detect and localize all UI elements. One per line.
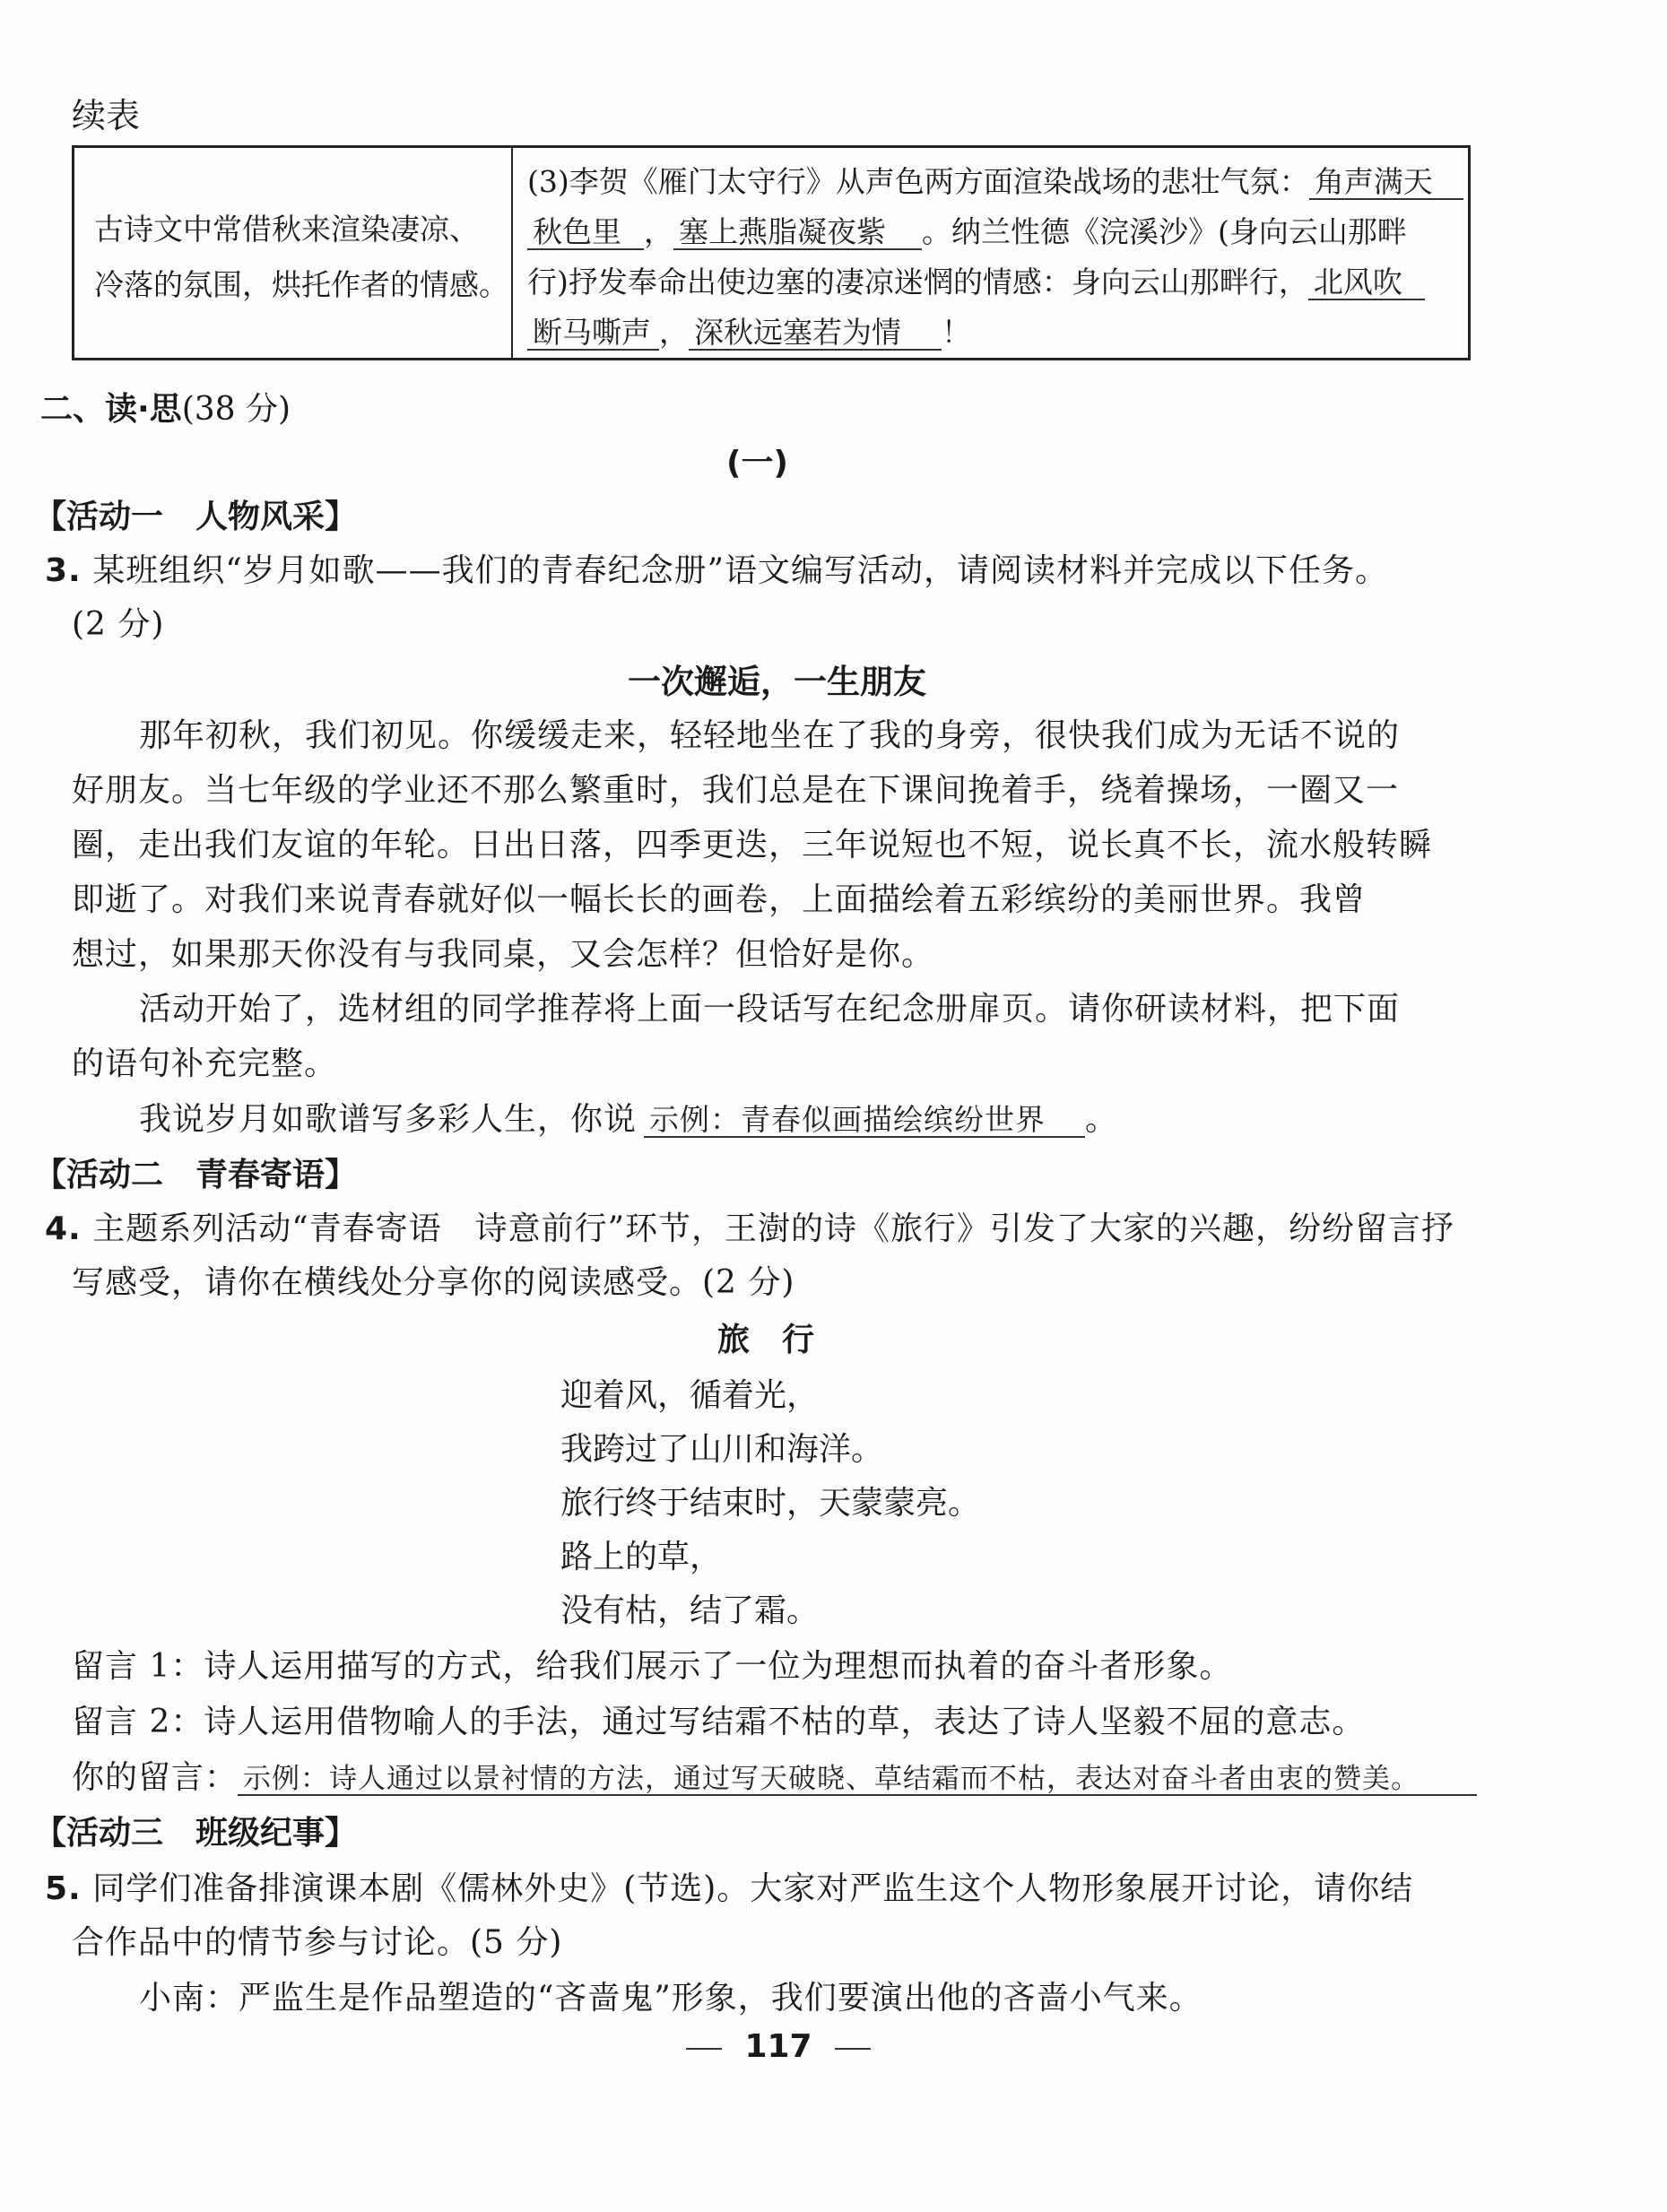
question-3-score: (2 分)	[72, 606, 165, 643]
task-line: 活动开始了，选材组的同学推荐将上面一段话写在纪念册扉页。请你研读材料，把下面	[139, 991, 1401, 1028]
fill-in-answer: 示例：青春似画描绘缤纷世界	[644, 1105, 1085, 1138]
your-comment-line: 你的留言： 示例：诗人通过以景衬情的方法，通过写天破晓、草结霜而不枯，表达对奋斗者由衷的赞美。	[72, 1752, 1477, 1798]
poem-line: 旅行终于结束时，天蒙蒙亮。	[560, 1485, 981, 1522]
passage-line: 圈，走出我们友谊的年轮。日出日落，四季更迭，三年说短也不短，说长真不长，流水般转瞬	[72, 827, 1433, 863]
table-left-line: 冷落的氛围，烘托作者的情感。	[94, 267, 508, 302]
table-right-cell	[527, 157, 1463, 358]
activity-1-heading: 【活动一 人物风采】	[34, 499, 358, 535]
fill-in-line: 我说岁月如歌谱写多彩人生，你说 示例：青春似画描绘缤纷世界 。	[139, 1101, 1119, 1138]
passage-line: 想过，如果那天你没有与我同桌，又会怎样？但恰好是你。	[72, 936, 935, 973]
activity-2-heading: 【活动二 青春寄语】	[34, 1157, 358, 1193]
poem-title: 旅 行	[717, 1322, 815, 1358]
table-divider	[511, 148, 513, 358]
table-right-line-3: 行)抒发奉命出使边塞的凄凉迷惘的情感：身向云山那畔行， 北风吹	[527, 257, 1463, 308]
table-right-line-4: 断马嘶声 ， 深秋远塞若为情 ！	[527, 308, 1463, 358]
table-left-cell	[94, 202, 508, 313]
comment-1: 留言 1：诗人运用描写的方式，给我们展示了一位为理想而执着的奋斗者形象。	[72, 1648, 1233, 1685]
passage-title: 一次邂逅，一生朋友	[628, 663, 926, 701]
answer-blank-3a: 北风吹	[1308, 267, 1425, 300]
passage-line: 即逝了。对我们来说青春就好似一幅长长的画卷，上面描绘着五彩缤纷的美丽世界。我曾	[72, 881, 1367, 918]
answer-blank-4: 深秋远塞若为情	[689, 317, 942, 351]
comment-2: 留言 2：诗人运用借物喻人的手法，通过写结霜不枯的草，表达了诗人坚毅不屈的意志。	[72, 1704, 1366, 1740]
task-line: 的语句补充完整。	[72, 1045, 338, 1082]
poem-line: 迎着风，循着光，	[560, 1377, 820, 1414]
passage-line: 好朋友。当七年级的学业还不那么繁重时，我们总是在下课间挽着手，绕着操场，一圈又一	[72, 772, 1400, 809]
answer-blank-2: 塞上燕脂凝夜紫	[673, 217, 922, 250]
poem-line: 我跨过了山川和海洋。	[560, 1431, 884, 1468]
question-5: 5. 同学们准备排演课本剧《儒林外史》(节选)。大家对严监生这个人物形象展开讨论，请你结	[45, 1870, 1414, 1907]
page-number: 117	[744, 2028, 812, 2065]
continuation-label: 续表	[72, 96, 141, 135]
continuation-table	[72, 145, 1471, 360]
page-number-footer	[686, 2028, 871, 2065]
xiaonan-comment: 小南：严监生是作品塑造的“吝啬鬼”形象，我们要演出他的吝啬小气来。	[139, 1980, 1202, 2017]
table-left-line: 古诗文中常借秋来渲染凄凉、	[94, 212, 479, 247]
footer-dash	[835, 2048, 871, 2050]
table-right-line-1: (3)李贺《雁门太守行》从声色两方面渲染战场的悲壮气氛： 角声满天	[527, 157, 1463, 207]
activity-3-heading: 【活动三 班级纪事】	[34, 1815, 358, 1852]
question-4: 4. 主题系列活动“青春寄语 诗意前行”环节，王澍的诗《旅行》引发了大家的兴趣，纷纷留言抒	[45, 1210, 1454, 1247]
your-comment-answer: 示例：诗人通过以景衬情的方法，通过写天破晓、草结霜而不枯，表达对奋斗者由衷的赞美。	[238, 1765, 1477, 1796]
question-3: 3. 某班组织“岁月如歌——我们的青春纪念册”语文编写活动，请阅读材料并完成以下任务。	[45, 552, 1388, 589]
answer-blank-1b: 秋色里	[527, 217, 644, 250]
answer-blank-3b: 断马嘶声	[527, 317, 659, 351]
poem-line: 没有枯，结了霜。	[560, 1592, 820, 1629]
passage-line: 那年初秋，我们初见。你缓缓走来，轻轻地坐在了我的身旁，很快我们成为无话不说的	[139, 717, 1401, 754]
answer-blank-1a: 角声满天	[1309, 167, 1463, 200]
question-5-line-2: 合作品中的情节参与讨论。(5 分)	[72, 1924, 563, 1961]
part-number: (一)	[726, 445, 788, 481]
footer-dash	[686, 2048, 722, 2050]
table-right-line-2: 秋色里 ， 塞上燕脂凝夜紫 。纳兰性德《浣溪沙》(身向云山那畔	[527, 207, 1463, 257]
section-heading: 二、读·思(38 分)	[40, 391, 291, 428]
poem-line: 路上的草，	[560, 1539, 723, 1575]
question-4-line-2: 写感受，请你在横线处分享你的阅读感受。(2 分)	[72, 1264, 795, 1301]
